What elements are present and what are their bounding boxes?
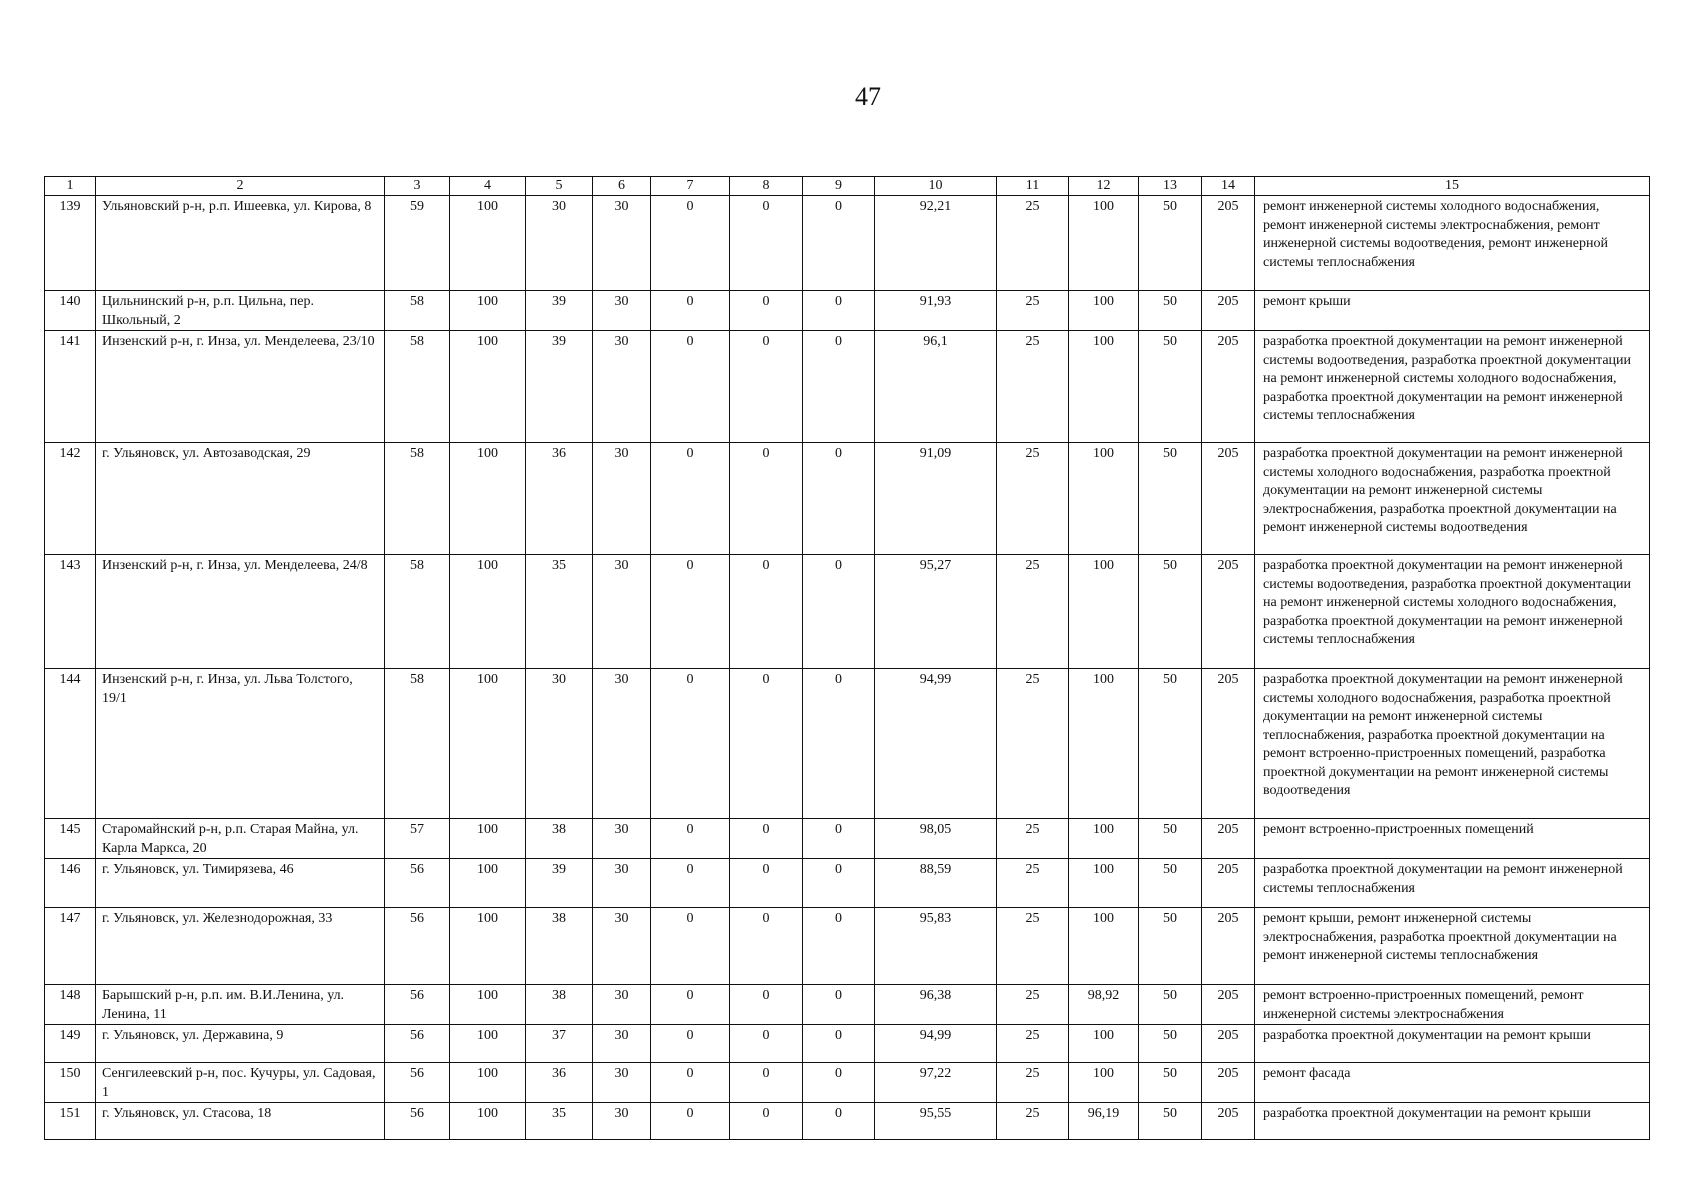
- table-cell-col-11: 25: [997, 985, 1069, 1025]
- table-cell-col-9: 0: [803, 859, 875, 908]
- table-cell-col-13: 50: [1139, 819, 1202, 859]
- column-header-2: 2: [96, 177, 385, 196]
- table-cell-col-11: 25: [997, 669, 1069, 819]
- table-cell-col-9: 0: [803, 331, 875, 443]
- table-cell-col-2: Старомайнский р-н, р.п. Старая Майна, ул. Карла Маркса, 20: [96, 819, 385, 859]
- table-cell-col-8: 0: [730, 1063, 803, 1103]
- table-cell-col-1: 141: [45, 331, 96, 443]
- table-cell-col-8: 0: [730, 669, 803, 819]
- column-header-9: 9: [803, 177, 875, 196]
- table-cell-col-2: Сенгилеевский р-н, пос. Кучуры, ул. Садовая, 1: [96, 1063, 385, 1103]
- table-cell-col-7: 0: [651, 908, 730, 985]
- table-cell-col-4: 100: [450, 196, 526, 291]
- table-cell-col-9: 0: [803, 669, 875, 819]
- table-header-row: [45, 177, 1650, 196]
- table-cell-col-9: 0: [803, 291, 875, 331]
- table-cell-col-7: 0: [651, 1063, 730, 1103]
- table-cell-col-11: 25: [997, 1025, 1069, 1063]
- table-cell-col-9: 0: [803, 908, 875, 985]
- table-cell-col-12: 100: [1069, 555, 1139, 669]
- column-header-3: 3: [385, 177, 450, 196]
- table-cell-col-7: 0: [651, 196, 730, 291]
- table-cell-col-2: Барышский р-н, р.п. им. В.И.Ленина, ул. Ленина, 11: [96, 985, 385, 1025]
- table-cell-col-15: разработка проектной документации на ремонт инженерной системы водоотведения, разработка проектной документации на ремонт инженерной системы холодного водоснабжения, разработка проектной документации на ремонт инженерной системы теплоснабжения: [1255, 555, 1650, 669]
- column-header-13: 13: [1139, 177, 1202, 196]
- table-cell-col-11: 25: [997, 819, 1069, 859]
- table-cell-col-5: 39: [526, 291, 593, 331]
- table-cell-col-13: 50: [1139, 443, 1202, 555]
- table-cell-col-3: 56: [385, 859, 450, 908]
- table-cell-col-3: 58: [385, 555, 450, 669]
- table-cell-col-4: 100: [450, 1063, 526, 1103]
- table-cell-col-12: 98,92: [1069, 985, 1139, 1025]
- table-cell-col-13: 50: [1139, 1063, 1202, 1103]
- table-cell-col-13: 50: [1139, 196, 1202, 291]
- table-cell-col-3: 56: [385, 985, 450, 1025]
- table-row: [45, 331, 1650, 443]
- table-cell-col-1: 146: [45, 859, 96, 908]
- table-cell-col-1: 139: [45, 196, 96, 291]
- table-cell-col-9: 0: [803, 443, 875, 555]
- table-cell-col-10: 92,21: [875, 196, 997, 291]
- table-cell-col-13: 50: [1139, 555, 1202, 669]
- table-cell-col-5: 38: [526, 819, 593, 859]
- table-row: [45, 291, 1650, 331]
- table-row: [45, 859, 1650, 908]
- table-cell-col-12: 96,19: [1069, 1103, 1139, 1140]
- column-header-7: 7: [651, 177, 730, 196]
- table-cell-col-14: 205: [1202, 443, 1255, 555]
- table-cell-col-4: 100: [450, 859, 526, 908]
- table-cell-col-6: 30: [593, 859, 651, 908]
- table-cell-col-7: 0: [651, 443, 730, 555]
- table-cell-col-8: 0: [730, 985, 803, 1025]
- table-cell-col-1: 140: [45, 291, 96, 331]
- table-cell-col-5: 36: [526, 443, 593, 555]
- table-cell-col-5: 30: [526, 196, 593, 291]
- table-cell-col-9: 0: [803, 1103, 875, 1140]
- table-cell-col-5: 37: [526, 1025, 593, 1063]
- table-cell-col-3: 59: [385, 196, 450, 291]
- table-cell-col-2: г. Ульяновск, ул. Железнодорожная, 33: [96, 908, 385, 985]
- column-header-15: 15: [1255, 177, 1650, 196]
- table-cell-col-14: 205: [1202, 196, 1255, 291]
- table-cell-col-2: г. Ульяновск, ул. Стасова, 18: [96, 1103, 385, 1140]
- table-cell-col-4: 100: [450, 555, 526, 669]
- table-cell-col-12: 100: [1069, 443, 1139, 555]
- table-row: [45, 819, 1650, 859]
- table-cell-col-12: 100: [1069, 669, 1139, 819]
- table-cell-col-10: 96,38: [875, 985, 997, 1025]
- table-cell-col-6: 30: [593, 331, 651, 443]
- table-cell-col-11: 25: [997, 196, 1069, 291]
- table-cell-col-11: 25: [997, 555, 1069, 669]
- table-cell-col-5: 38: [526, 908, 593, 985]
- table-cell-col-2: Инзенский р-н, г. Инза, ул. Менделеева, 24/8: [96, 555, 385, 669]
- table-row: [45, 985, 1650, 1025]
- table-cell-col-2: Цильнинский р-н, р.п. Цильна, пер. Школьный, 2: [96, 291, 385, 331]
- table-row: [45, 1063, 1650, 1103]
- table-cell-col-12: 100: [1069, 908, 1139, 985]
- page-number: 47: [855, 82, 881, 111]
- table-cell-col-1: 149: [45, 1025, 96, 1063]
- table-cell-col-5: 35: [526, 1103, 593, 1140]
- table-cell-col-6: 30: [593, 908, 651, 985]
- table-cell-col-14: 205: [1202, 985, 1255, 1025]
- table-cell-col-15: ремонт встроенно-пристроенных помещений, ремонт инженерной системы электроснабжения: [1255, 985, 1650, 1025]
- table-cell-col-3: 56: [385, 1025, 450, 1063]
- table-cell-col-5: 39: [526, 331, 593, 443]
- table-cell-col-5: 36: [526, 1063, 593, 1103]
- table-cell-col-8: 0: [730, 1103, 803, 1140]
- column-header-14: 14: [1202, 177, 1255, 196]
- table-cell-col-2: Инзенский р-н, г. Инза, ул. Льва Толстого, 19/1: [96, 669, 385, 819]
- table-cell-col-3: 56: [385, 908, 450, 985]
- table-cell-col-3: 58: [385, 669, 450, 819]
- table-cell-col-3: 56: [385, 1103, 450, 1140]
- table-cell-col-1: 144: [45, 669, 96, 819]
- table-cell-col-13: 50: [1139, 859, 1202, 908]
- column-header-5: 5: [526, 177, 593, 196]
- table-cell-col-10: 91,93: [875, 291, 997, 331]
- table-cell-col-14: 205: [1202, 1025, 1255, 1063]
- table-cell-col-10: 94,99: [875, 1025, 997, 1063]
- table-cell-col-9: 0: [803, 196, 875, 291]
- table-cell-col-4: 100: [450, 908, 526, 985]
- table-cell-col-8: 0: [730, 819, 803, 859]
- table-cell-col-13: 50: [1139, 331, 1202, 443]
- table-cell-col-14: 205: [1202, 291, 1255, 331]
- column-header-10: 10: [875, 177, 997, 196]
- table-cell-col-6: 30: [593, 1103, 651, 1140]
- table-cell-col-4: 100: [450, 291, 526, 331]
- table-cell-col-7: 0: [651, 669, 730, 819]
- table-cell-col-8: 0: [730, 1025, 803, 1063]
- table-cell-col-13: 50: [1139, 985, 1202, 1025]
- table-cell-col-11: 25: [997, 1103, 1069, 1140]
- table-cell-col-15: разработка проектной документации на ремонт инженерной системы теплоснабжения: [1255, 859, 1650, 908]
- table-cell-col-10: 97,22: [875, 1063, 997, 1103]
- table-cell-col-14: 205: [1202, 859, 1255, 908]
- table-cell-col-14: 205: [1202, 1063, 1255, 1103]
- column-header-12: 12: [1069, 177, 1139, 196]
- table-cell-col-15: разработка проектной документации на ремонт инженерной системы холодного водоснабжения, разработка проектной документации на ремонт инженерной системы электроснабжения, разработка проектной документации на ремонт инженерной системы водоотведения: [1255, 443, 1650, 555]
- table-cell-col-11: 25: [997, 331, 1069, 443]
- table-cell-col-11: 25: [997, 291, 1069, 331]
- table-cell-col-10: 95,83: [875, 908, 997, 985]
- table-cell-col-4: 100: [450, 819, 526, 859]
- table-cell-col-12: 100: [1069, 1025, 1139, 1063]
- table-cell-col-14: 205: [1202, 555, 1255, 669]
- table-cell-col-5: 30: [526, 669, 593, 819]
- table-cell-col-7: 0: [651, 1103, 730, 1140]
- table-cell-col-15: разработка проектной документации на ремонт инженерной системы водоотведения, разработка проектной документации на ремонт инженерной системы холодного водоснабжения, разработка проектной документации на ремонт инженерной системы теплоснабжения: [1255, 331, 1650, 443]
- table-cell-col-12: 100: [1069, 291, 1139, 331]
- table-cell-col-8: 0: [730, 443, 803, 555]
- table-cell-col-6: 30: [593, 555, 651, 669]
- table-cell-col-4: 100: [450, 985, 526, 1025]
- table-cell-col-2: г. Ульяновск, ул. Державина, 9: [96, 1025, 385, 1063]
- table-cell-col-1: 151: [45, 1103, 96, 1140]
- table-cell-col-10: 95,55: [875, 1103, 997, 1140]
- table-cell-col-6: 30: [593, 196, 651, 291]
- table-row: [45, 908, 1650, 985]
- table-cell-col-15: разработка проектной документации на ремонт крыши: [1255, 1025, 1650, 1063]
- table-cell-col-12: 100: [1069, 819, 1139, 859]
- table-cell-col-6: 30: [593, 1063, 651, 1103]
- table-cell-col-6: 30: [593, 669, 651, 819]
- table-cell-col-8: 0: [730, 908, 803, 985]
- table-cell-col-5: 39: [526, 859, 593, 908]
- table-cell-col-4: 100: [450, 1103, 526, 1140]
- table-row: [45, 1025, 1650, 1063]
- table-cell-col-4: 100: [450, 443, 526, 555]
- table-cell-col-15: ремонт фасада: [1255, 1063, 1650, 1103]
- table-cell-col-1: 142: [45, 443, 96, 555]
- table-cell-col-11: 25: [997, 908, 1069, 985]
- table-cell-col-3: 58: [385, 443, 450, 555]
- table-cell-col-15: разработка проектной документации на ремонт инженерной системы холодного водоснабжения, разработка проектной документации на ремонт инженерной системы теплоснабжения, разработка проектной документации на ремонт встроенно-пристроенных помещений, разработка проектной документации на ремонт инженерной системы водоотведения: [1255, 669, 1650, 819]
- column-header-11: 11: [997, 177, 1069, 196]
- table-cell-col-7: 0: [651, 985, 730, 1025]
- table-cell-col-14: 205: [1202, 331, 1255, 443]
- table-cell-col-14: 205: [1202, 819, 1255, 859]
- table-cell-col-10: 95,27: [875, 555, 997, 669]
- table-row: [45, 669, 1650, 819]
- table-cell-col-6: 30: [593, 819, 651, 859]
- table-cell-col-10: 91,09: [875, 443, 997, 555]
- column-header-1: 1: [45, 177, 96, 196]
- table-cell-col-8: 0: [730, 291, 803, 331]
- table-cell-col-9: 0: [803, 1025, 875, 1063]
- table-cell-col-8: 0: [730, 555, 803, 669]
- table-cell-col-12: 100: [1069, 1063, 1139, 1103]
- table-cell-col-6: 30: [593, 1025, 651, 1063]
- table-cell-col-5: 38: [526, 985, 593, 1025]
- table-cell-col-10: 94,99: [875, 669, 997, 819]
- table-cell-col-10: 88,59: [875, 859, 997, 908]
- table-cell-col-11: 25: [997, 859, 1069, 908]
- table-cell-col-2: г. Ульяновск, ул. Автозаводская, 29: [96, 443, 385, 555]
- table-cell-col-8: 0: [730, 331, 803, 443]
- table-cell-col-2: Ульяновский р-н, р.п. Ишеевка, ул. Кирова, 8: [96, 196, 385, 291]
- table-cell-col-14: 205: [1202, 669, 1255, 819]
- table-cell-col-13: 50: [1139, 1025, 1202, 1063]
- table-cell-col-7: 0: [651, 819, 730, 859]
- table-cell-col-2: г. Ульяновск, ул. Тимирязева, 46: [96, 859, 385, 908]
- table-cell-col-3: 58: [385, 291, 450, 331]
- table-cell-col-1: 147: [45, 908, 96, 985]
- table-cell-col-4: 100: [450, 1025, 526, 1063]
- table-cell-col-1: 145: [45, 819, 96, 859]
- column-header-6: 6: [593, 177, 651, 196]
- table-cell-col-10: 96,1: [875, 331, 997, 443]
- column-header-4: 4: [450, 177, 526, 196]
- table-cell-col-11: 25: [997, 1063, 1069, 1103]
- table-cell-col-7: 0: [651, 555, 730, 669]
- table-cell-col-7: 0: [651, 1025, 730, 1063]
- table-cell-col-15: разработка проектной документации на ремонт крыши: [1255, 1103, 1650, 1140]
- table-cell-col-15: ремонт инженерной системы холодного водоснабжения, ремонт инженерной системы электроснабжения, ремонт инженерной системы водоотведения, ремонт инженерной системы теплоснабжения: [1255, 196, 1650, 291]
- table-row: [45, 443, 1650, 555]
- table-cell-col-7: 0: [651, 859, 730, 908]
- table-cell-col-4: 100: [450, 331, 526, 443]
- table-row: [45, 196, 1650, 291]
- table-cell-col-1: 148: [45, 985, 96, 1025]
- table-cell-col-15: ремонт крыши: [1255, 291, 1650, 331]
- table-cell-col-13: 50: [1139, 908, 1202, 985]
- table-cell-col-3: 57: [385, 819, 450, 859]
- table-cell-col-6: 30: [593, 985, 651, 1025]
- table-cell-col-2: Инзенский р-н, г. Инза, ул. Менделеева, 23/10: [96, 331, 385, 443]
- table-cell-col-1: 150: [45, 1063, 96, 1103]
- table-cell-col-15: ремонт встроенно-пристроенных помещений: [1255, 819, 1650, 859]
- table-cell-col-15: ремонт крыши, ремонт инженерной системы электроснабжения, разработка проектной документации на ремонт инженерной системы теплоснабжения: [1255, 908, 1650, 985]
- registry-table: [44, 176, 1650, 1140]
- table-cell-col-1: 143: [45, 555, 96, 669]
- table-cell-col-12: 100: [1069, 859, 1139, 908]
- table-cell-col-13: 50: [1139, 291, 1202, 331]
- table-cell-col-6: 30: [593, 443, 651, 555]
- table-cell-col-12: 100: [1069, 196, 1139, 291]
- table-cell-col-14: 205: [1202, 908, 1255, 985]
- table-cell-col-9: 0: [803, 819, 875, 859]
- table-cell-col-9: 0: [803, 1063, 875, 1103]
- table-cell-col-8: 0: [730, 196, 803, 291]
- table-cell-col-4: 100: [450, 669, 526, 819]
- table-cell-col-10: 98,05: [875, 819, 997, 859]
- table-cell-col-9: 0: [803, 555, 875, 669]
- table-cell-col-6: 30: [593, 291, 651, 331]
- table-cell-col-3: 58: [385, 331, 450, 443]
- table-cell-col-13: 50: [1139, 669, 1202, 819]
- table-row: [45, 555, 1650, 669]
- table-cell-col-5: 35: [526, 555, 593, 669]
- table-cell-col-14: 205: [1202, 1103, 1255, 1140]
- table-cell-col-13: 50: [1139, 1103, 1202, 1140]
- table-cell-col-9: 0: [803, 985, 875, 1025]
- table-cell-col-7: 0: [651, 291, 730, 331]
- table-row: [45, 1103, 1650, 1140]
- table-cell-col-12: 100: [1069, 331, 1139, 443]
- table-body: [45, 196, 1650, 1140]
- table-cell-col-8: 0: [730, 859, 803, 908]
- column-header-8: 8: [730, 177, 803, 196]
- table-cell-col-11: 25: [997, 443, 1069, 555]
- table-cell-col-3: 56: [385, 1063, 450, 1103]
- table-cell-col-7: 0: [651, 331, 730, 443]
